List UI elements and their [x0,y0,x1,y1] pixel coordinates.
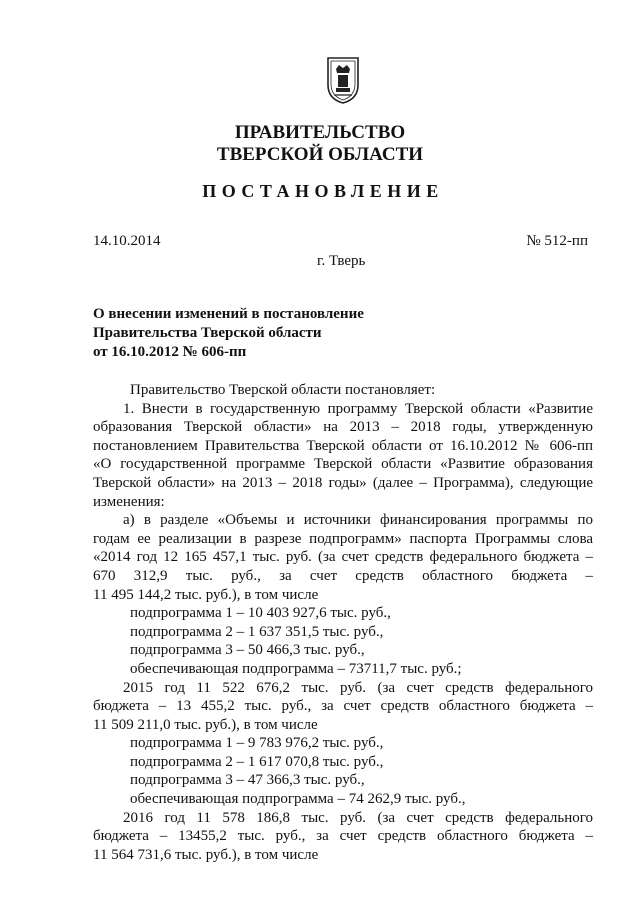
document-date: 14.10.2014 [93,233,161,249]
body-line: 2015 год 11 522 676,2 тыс. руб. (за счет средств федерального [123,679,593,696]
coat-of-arms-icon [325,55,361,105]
body-line: обеспечивающая подпрограмма – 74 262,9 тыс. руб., [130,791,466,808]
body-line: подпрограмма 1 – 10 403 927,6 тыс. руб., [130,605,391,622]
body-line: подпрограмма 3 – 47 366,3 тыс. руб., [130,772,365,789]
subject-line: Правительства Тверской области [93,325,322,341]
document-subject [93,305,364,362]
body-line: постановлением Правительства Тверской области от 16.10.2012 № 606-пп [93,437,593,454]
document-body [93,381,593,864]
body-line: «О государственной программе Тверской области «Развитие образования [93,456,593,473]
document-number: № 512-пп [526,233,588,249]
body-line: подпрограмма 3 – 50 466,3 тыс. руб., [130,642,365,659]
body-line: 11 564 731,6 тыс. руб.), в том числе [93,846,319,863]
document-city: г. Тверь [317,253,366,269]
body-line: бюджета – 13 455,2 тыс. руб., за счет средств областного бюджета – [93,698,593,715]
body-line: 1. Внести в государственную программу Тверской области «Развитие [123,400,593,417]
body-line: Правительство Тверской области постановляет: [130,382,436,398]
body-line: 11 495 144,2 тыс. руб.), в том числе [93,586,319,603]
body-line: изменения: [93,493,165,510]
subject-line: от 16.10.2012 № 606-пп [93,344,247,360]
body-line: «2014 год 12 165 457,1 тыс. руб. (за счет средств федерального бюджета – [93,549,593,566]
body-line: а) в разделе «Объемы и источники финансирования программы по [123,512,593,529]
region-title: ТВЕРСКОЙ ОБЛАСТИ [216,144,424,165]
body-line: годам ее реализации в разрезе подпрограмм» паспорта Программы слова [93,530,593,547]
subject-line: О внесении изменений в постановление [93,306,364,322]
body-line: подпрограмма 2 – 1 637 351,5 тыс. руб., [130,623,384,640]
body-line: 2016 год 11 578 186,8 тыс. руб. (за счет средств федерального [123,809,593,826]
body-line: бюджета – 13455,2 тыс. руб., за счет средств областного бюджета – [93,828,593,845]
document-type-title: ПОСТАНОВЛЕНИЕ [202,181,444,201]
body-line: 11 509 211,0 тыс. руб.), в том числе [93,716,318,733]
body-line: образования Тверской области» на 2013 – 2018 годы, утвержденную [93,419,593,436]
government-title: ПРАВИТЕЛЬСТВО [234,122,406,143]
body-line: Тверской области» на 2013 – 2018 годы» (далее – Программа), следующие [93,474,593,491]
body-line: подпрограмма 1 – 9 783 976,2 тыс. руб., [130,735,384,752]
body-line: подпрограмма 2 – 1 617 070,8 тыс. руб., [130,753,384,770]
body-line: обеспечивающая подпрограмма – 73711,7 тыс. руб.; [130,660,462,677]
body-line: 670 312,9 тыс. руб., за счет средств областного бюджета – [93,567,593,584]
